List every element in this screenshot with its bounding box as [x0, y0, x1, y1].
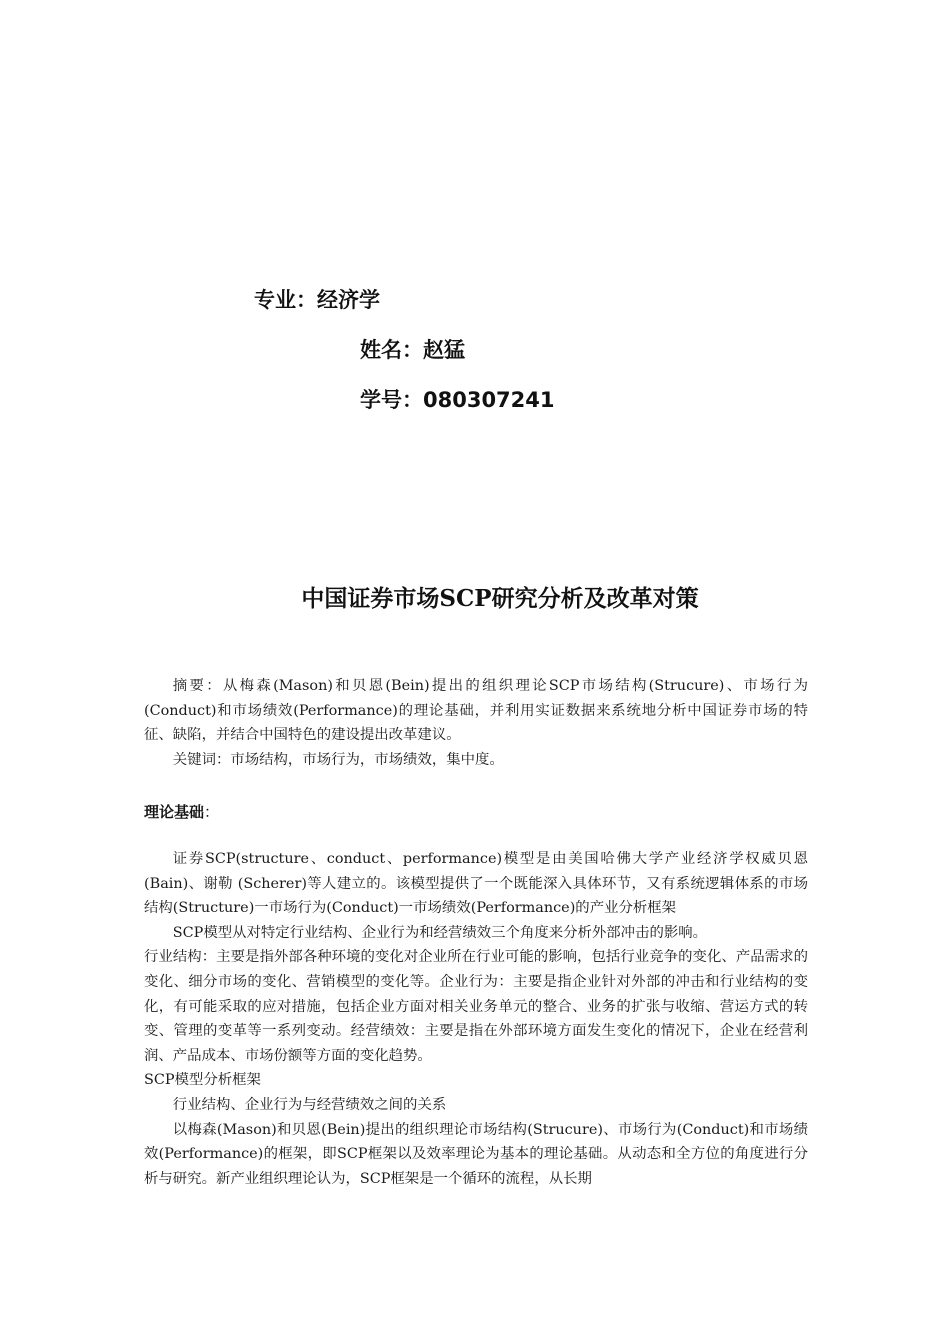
body-paragraph: 以梅森(Mason)和贝恩(Bein)提出的组织理论市场结构(Strucure)、市场行为(Conduct)和市场绩效(Performance)的框架，即SCP框架以及效率理论为基本的理论基础。从动态和全方位的角度进行分析与研究。新产业组织理论认为，SCP框架是一个循环的流程，从长期 — [144, 1121, 808, 1187]
body-paragraph: 行业结构、企业行为与经营绩效之间的关系 — [172, 1096, 447, 1113]
theory-section — [144, 847, 808, 1191]
keywords-paragraph: 关键词：市场结构，市场行为，市场绩效，集中度。 — [172, 751, 504, 768]
body-paragraph: 证券SCP(structure、conduct、performance)模型是由美国哈佛大学产业经济学权威贝恩(Bain)、谢勒 (Scherer)等人建立的。该模型提供了一个既能深入具体环节，又有系统逻辑体系的市场结构(Structure)一市场行为(Conduct)一市场绩效(Performance)的产业分析框架 — [144, 851, 808, 917]
document-title: 中国证券市场SCP研究分析及改革对策 — [301, 585, 699, 612]
section-heading-colon: ： — [204, 803, 220, 821]
major-label: 专业：经济学 — [254, 288, 380, 312]
section-heading-text: 理论基础 — [144, 803, 205, 821]
abstract-paragraph: 摘要：从梅森(Mason)和贝恩(Bein)提出的组织理论SCP市场结构(Strucure)、市场行为(Conduct)和市场绩效(Performance)的理论基础，并利用实证数据来系统地分析中国证券市场的特征、缺陷，并结合中国特色的建设提出改革建议。 — [144, 678, 808, 744]
student-name-label: 姓名：赵猛 — [360, 338, 465, 362]
body-paragraph: SCP模型从对特定行业结构、企业行为和经营绩效三个角度来分析外部冲击的影响。 — [172, 924, 708, 941]
body-paragraph: SCP模型分析框架 — [144, 1072, 261, 1089]
abstract-section — [144, 674, 808, 772]
section-heading — [144, 800, 219, 824]
student-id-label: 学号：080307241 — [360, 388, 555, 412]
body-paragraph: 行业结构：主要是指外部各种环境的变化对企业所在行业可能的影响，包括行业竞争的变化、产品需求的变化、细分市场的变化、营销模型的变化等。企业行为：主要是指企业针对外部的冲击和行业结构的变化，有可能采取的应对措施，包括企业方面对相关业务单元的整合、业务的扩张与收缩、营运方式的转变、管理的变革等一系列变动。经营绩效：主要是指在外部环境方面发生变化的情况下，企业在经营利润、产品成本、市场份额等方面的变化趋势。 — [144, 949, 808, 1064]
